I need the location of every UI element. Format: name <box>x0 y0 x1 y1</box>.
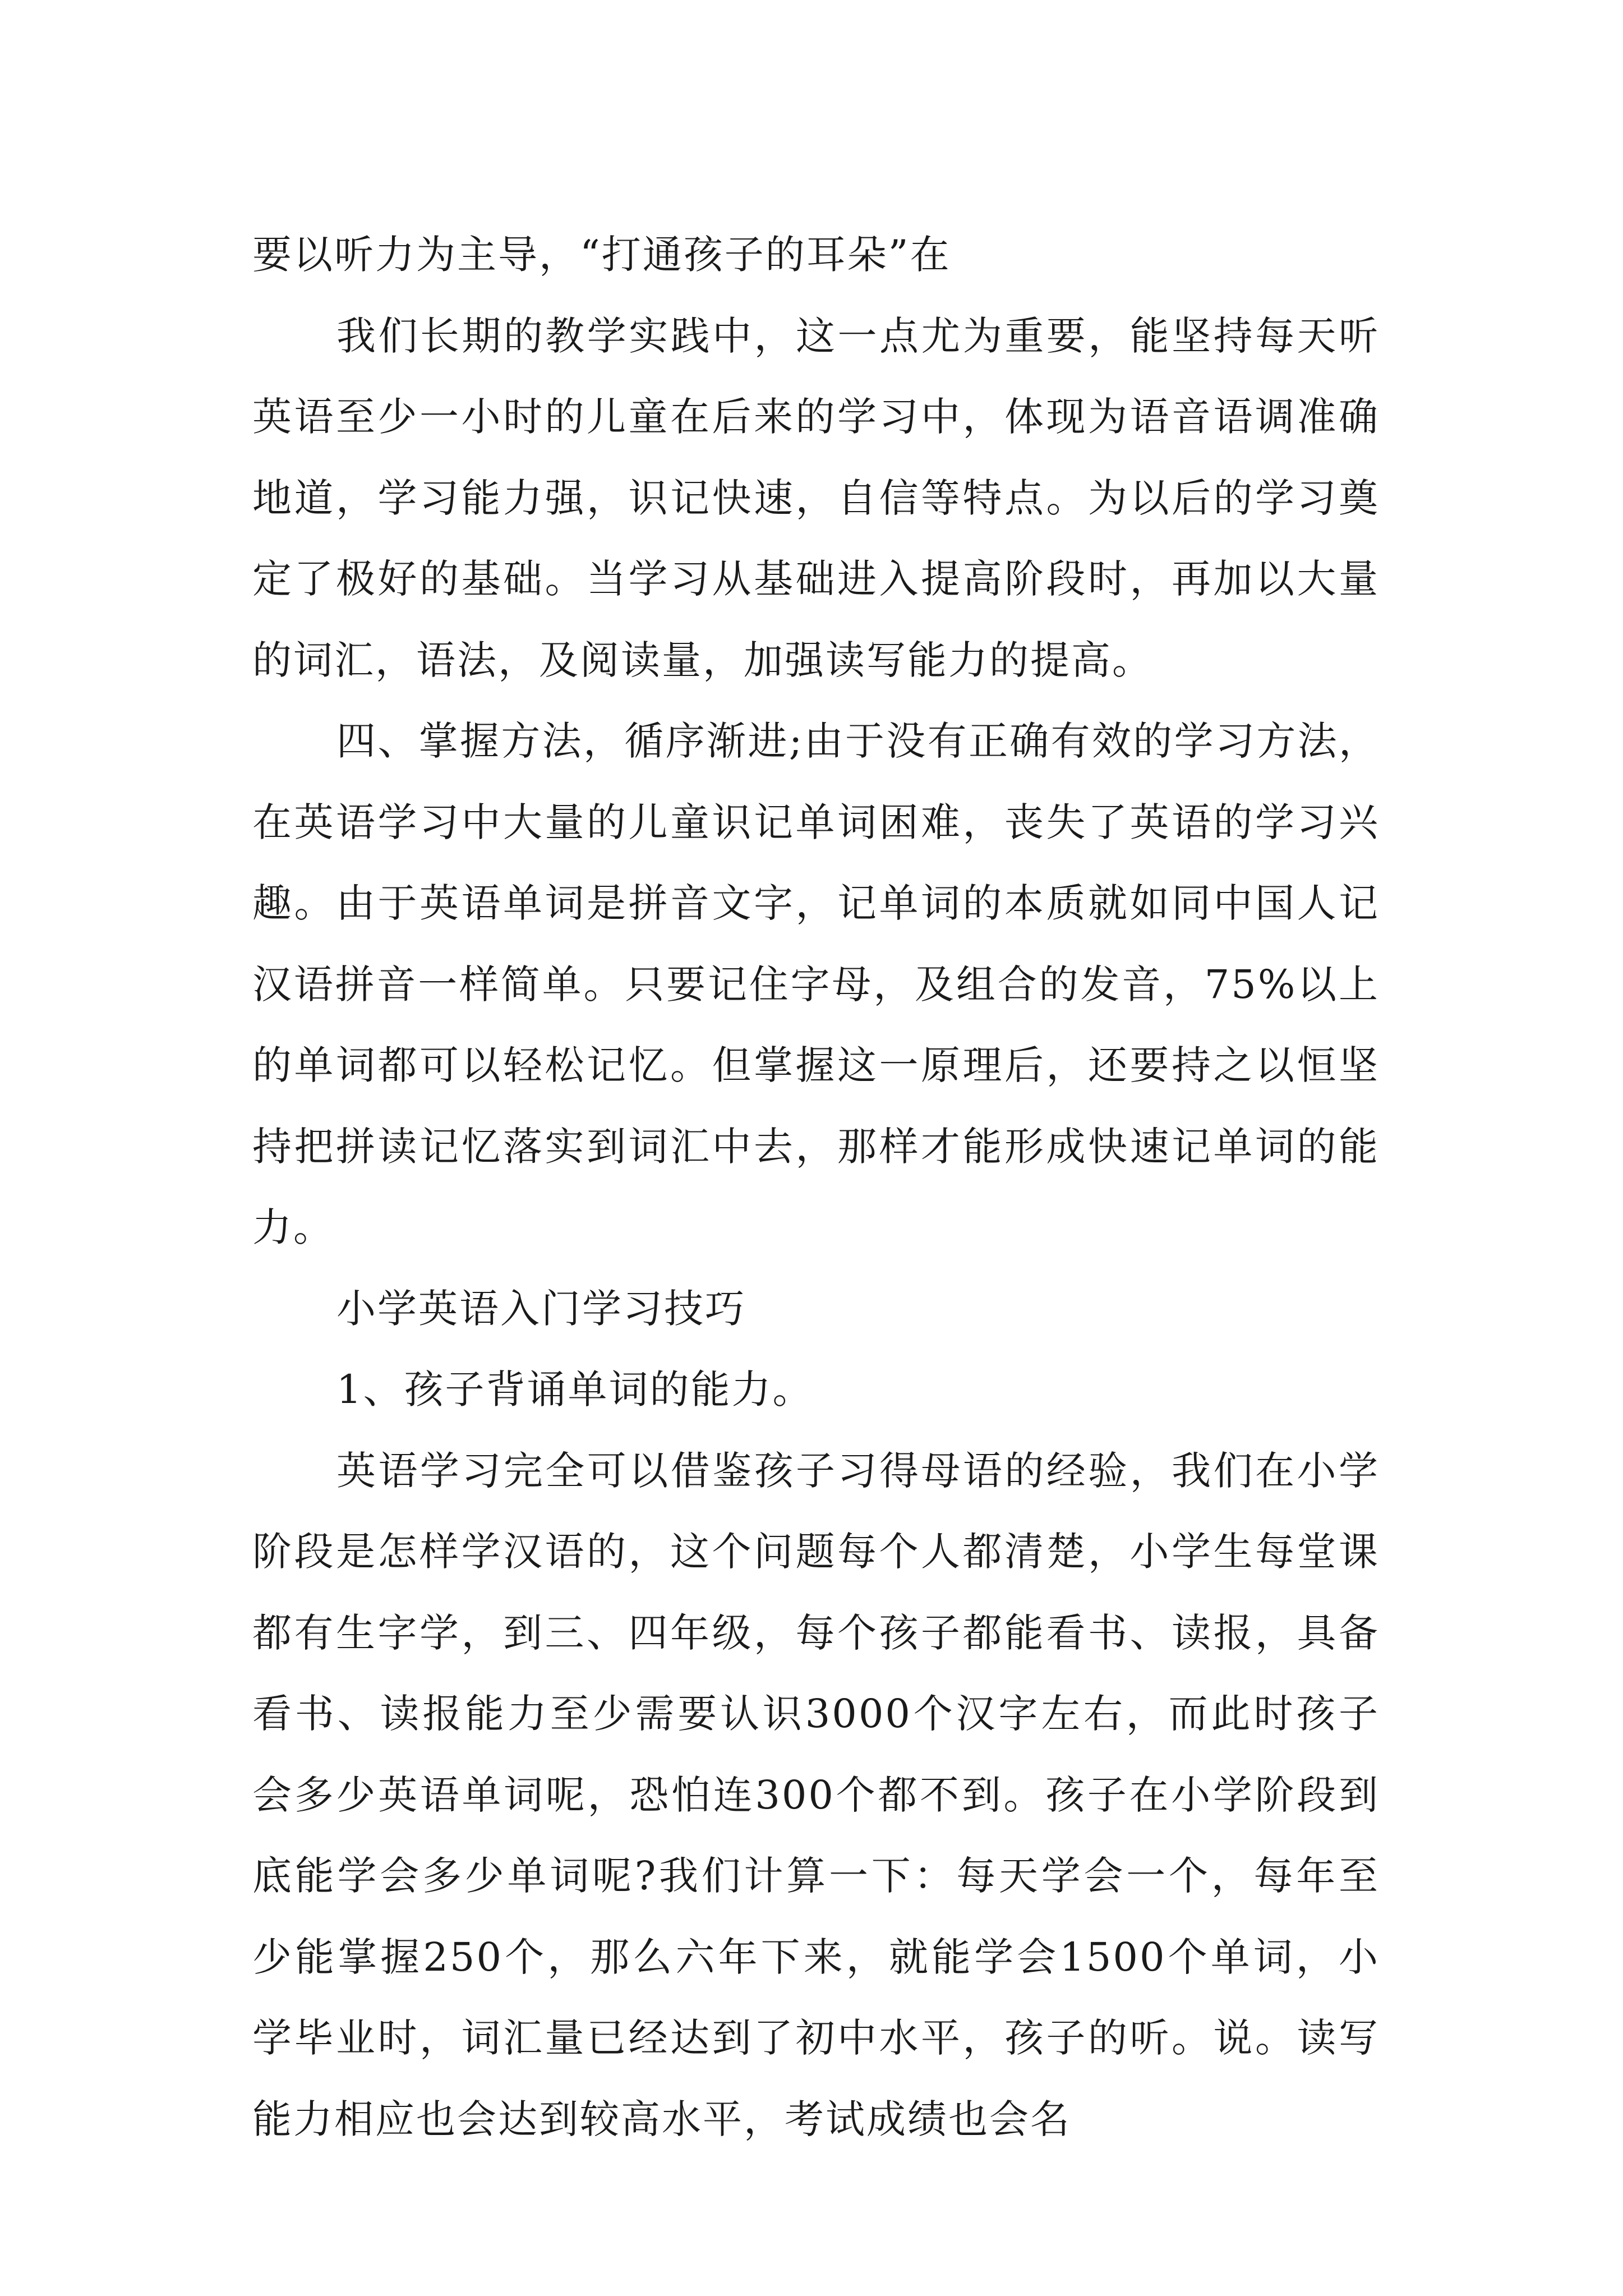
subsection-heading-1: 1、孩子背诵单词的能力。 <box>336 1366 814 1412</box>
paragraph-1: 要以听力为主导，“打通孩子的耳朵”在 <box>252 232 951 278</box>
paragraph-3: 四、掌握方法，循序渐进;由于没有正确有效的学习方法，在英语学习中大量的儿童识记单词困难，丧失了英语的学习兴趣。由于英语单词是拼音文字，记单词的本质就如同中国人记汉语拼音一样简单。只要记住字母，及组合的发音，75%以上的单词都可以轻松记忆。但掌握这一原理后，还要持之以恒坚持把拼读记忆落实到词汇中去，那样才能形成快速记单词的能力。 <box>252 718 1380 1250</box>
paragraph-2: 我们长期的教学实践中，这一点尤为重要，能坚持每天听英语至少一小时的儿童在后来的学习中，体现为语音语调准确地道，学习能力强，识记快速，自信等特点。为以后的学习奠定了极好的基础。当学习从基础进入提高阶段时，再加以大量的词汇，语法，及阅读量，加强读写能力的提高。 <box>252 312 1380 683</box>
section-heading: 小学英语入门学习技巧 <box>336 1285 746 1332</box>
paragraph-4: 英语学习完全可以借鉴孩子习得母语的经验，我们在小学阶段是怎样学汉语的，这个问题每个人都清楚，小学生每堂课都有生字学，到三、四年级，每个孩子都能看书、读报，具备看书、读报能力至少需要认识3000个汉字左右，而此时孩子会多少英语单词呢，恐怕连300个都不到。孩子在小学阶段到底能学会多少单词呢?我们计算一下：每天学会一个，每年至少能掌握250个，那么六年下来，就能学会1500个单词，小学毕业时，词汇量已经达到了初中水平，孩子的听。说。读写能力相应也会达到较高水平，考试成绩也会名 <box>252 1447 1380 2142</box>
document-body <box>252 214 1380 2160</box>
